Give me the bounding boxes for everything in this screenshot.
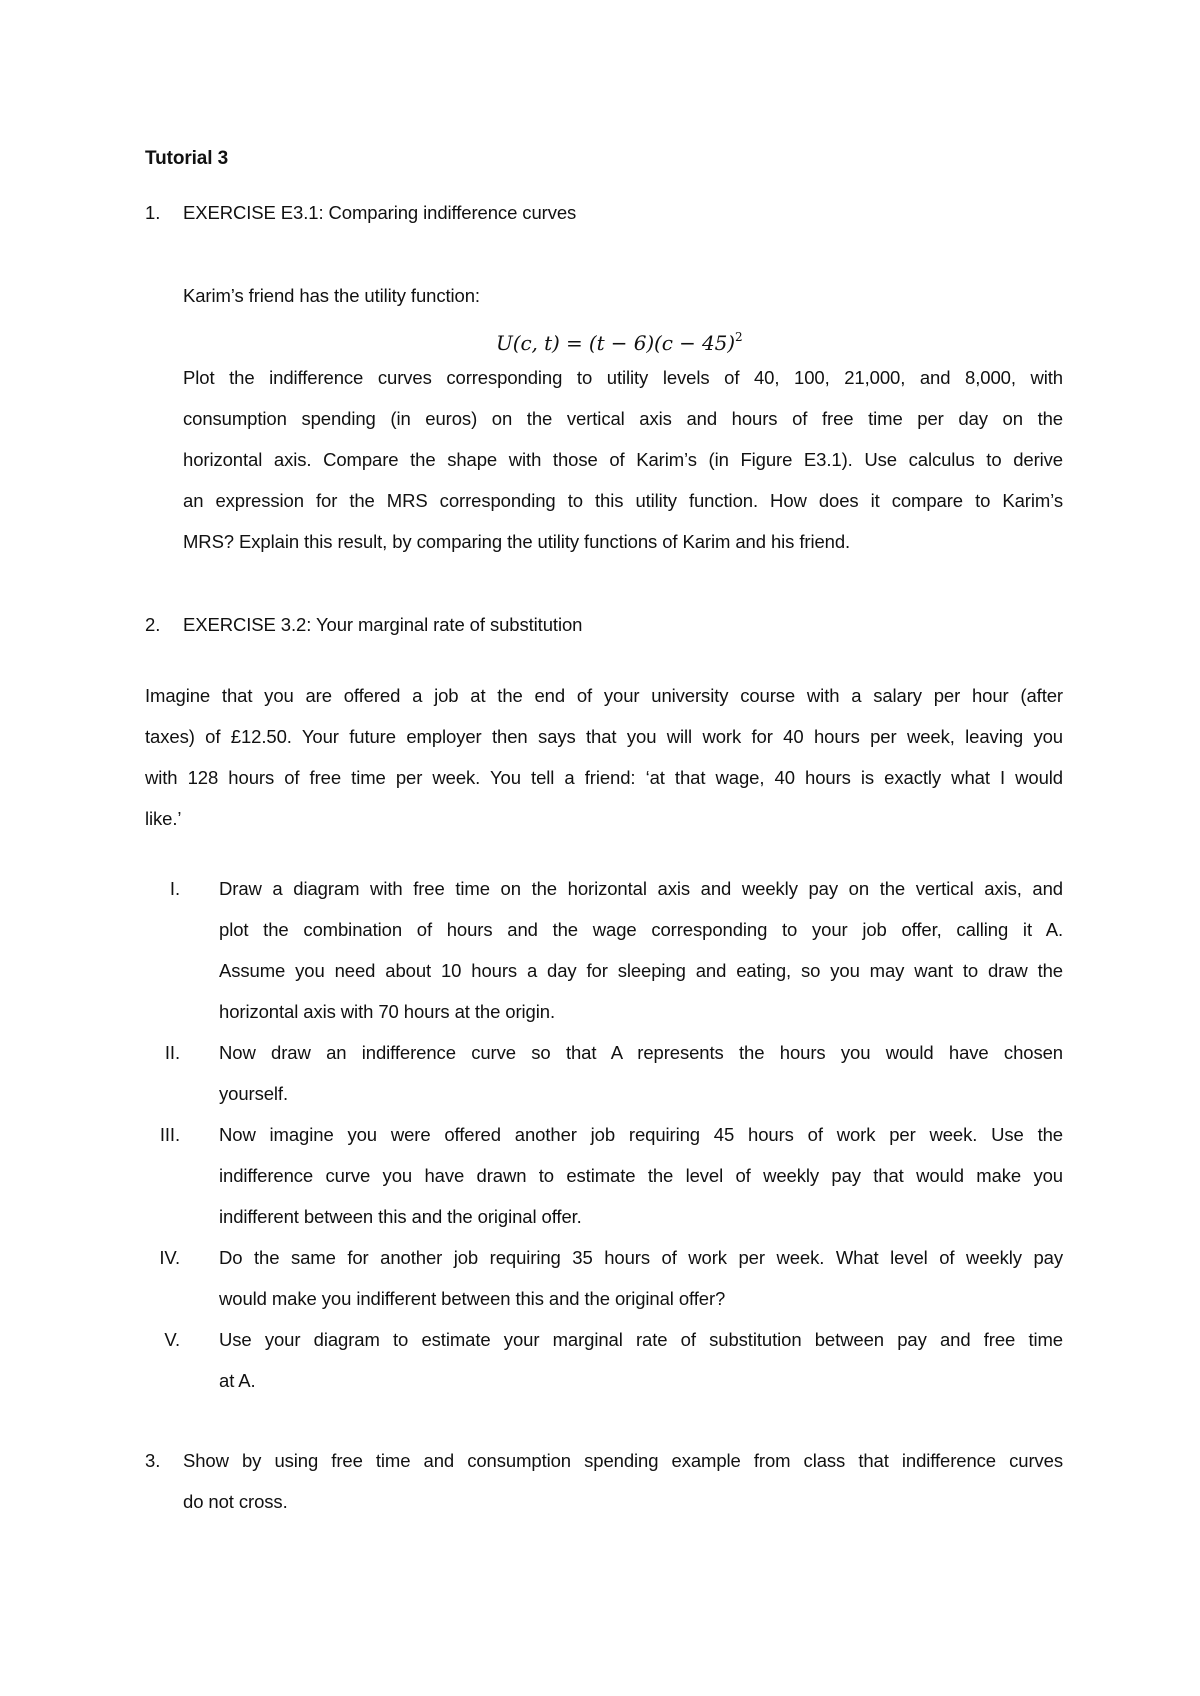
item-ii-line: Now draw an indifference curve so that A represents the hours you would have chosen [219,1042,1063,1063]
item-i-line: Assume you need about 10 hours a day for sleeping and eating, so you may want to draw the [219,960,1063,981]
q2-line: like.’ [145,808,182,829]
q1-line: consumption spending (in euros) on the vertical axis and hours of free time per day on the [183,408,1063,429]
q2-line: Imagine that you are offered a job at the end of your university course with a salary per hour (after [145,685,1063,706]
q1-line: MRS? Explain this result, by comparing the utility functions of Karim and his friend. [183,531,851,552]
item-iii-line: indifferent between this and the original offer. [219,1206,582,1227]
utility-formula-main: U(c, t) = (t − 6)(c − 45) [496,331,735,355]
q3-line: do not cross. [183,1491,288,1512]
page-title: Tutorial 3 [145,148,229,169]
q2-line: taxes) of £12.50. Your future employer then says that you will work for 40 hours per week, leaving you [145,726,1063,747]
item-v-line: at A. [219,1370,256,1391]
item-iv-line: would make you indifferent between this and the original offer? [219,1288,726,1309]
q2-line: with 128 hours of free time per week. You tell a friend: ‘at that wage, 40 hours is exactly what I would [145,767,1063,788]
q3-number: 3. [145,1450,161,1471]
q3-line: Show by using free time and consumption spending example from class that indifference curves [183,1450,1063,1471]
item-numeral-v: V. [164,1329,180,1350]
q2-heading: EXERCISE 3.2: Your marginal rate of substitution [183,614,583,635]
item-numeral-iii: III. [159,1124,180,1145]
item-v-line: Use your diagram to estimate your marginal rate of substitution between pay and free time [219,1329,1063,1350]
item-i-line: Draw a diagram with free time on the horizontal axis and weekly pay on the vertical axis, and [219,878,1063,899]
utility-formula-exponent: 2 [734,330,743,344]
item-iv-line: Do the same for another job requiring 35 hours of work per week. What level of weekly pay [219,1247,1063,1268]
q1-intro: Karim’s friend has the utility function: [183,285,480,306]
item-ii-line: yourself. [219,1083,289,1104]
item-numeral-ii: II. [164,1042,180,1063]
item-i-line: horizontal axis with 70 hours at the origin. [219,1001,555,1022]
utility-formula [496,330,743,355]
item-i-line: plot the combination of hours and the wage corresponding to your job offer, calling it A. [219,919,1063,940]
item-iii-line: Now imagine you were offered another job requiring 45 hours of work per week. Use the [219,1124,1063,1145]
q1-number: 1. [145,202,161,223]
q2-number: 2. [145,614,161,635]
q1-line: an expression for the MRS corresponding to this utility function. How does it compare to Karim’s [183,490,1063,511]
q1-line: Plot the indifference curves corresponding to utility levels of 40, 100, 21,000, and 8,000, with [183,367,1063,388]
q1-line: horizontal axis. Compare the shape with those of Karim’s (in Figure E3.1). Use calculus to derive [183,449,1063,470]
item-iii-line: indifference curve you have drawn to estimate the level of weekly pay that would make you [219,1165,1063,1186]
q1-heading: EXERCISE E3.1: Comparing indifference curves [183,202,577,223]
item-numeral-i: I. [169,878,180,899]
item-numeral-iv: IV. [159,1247,180,1268]
